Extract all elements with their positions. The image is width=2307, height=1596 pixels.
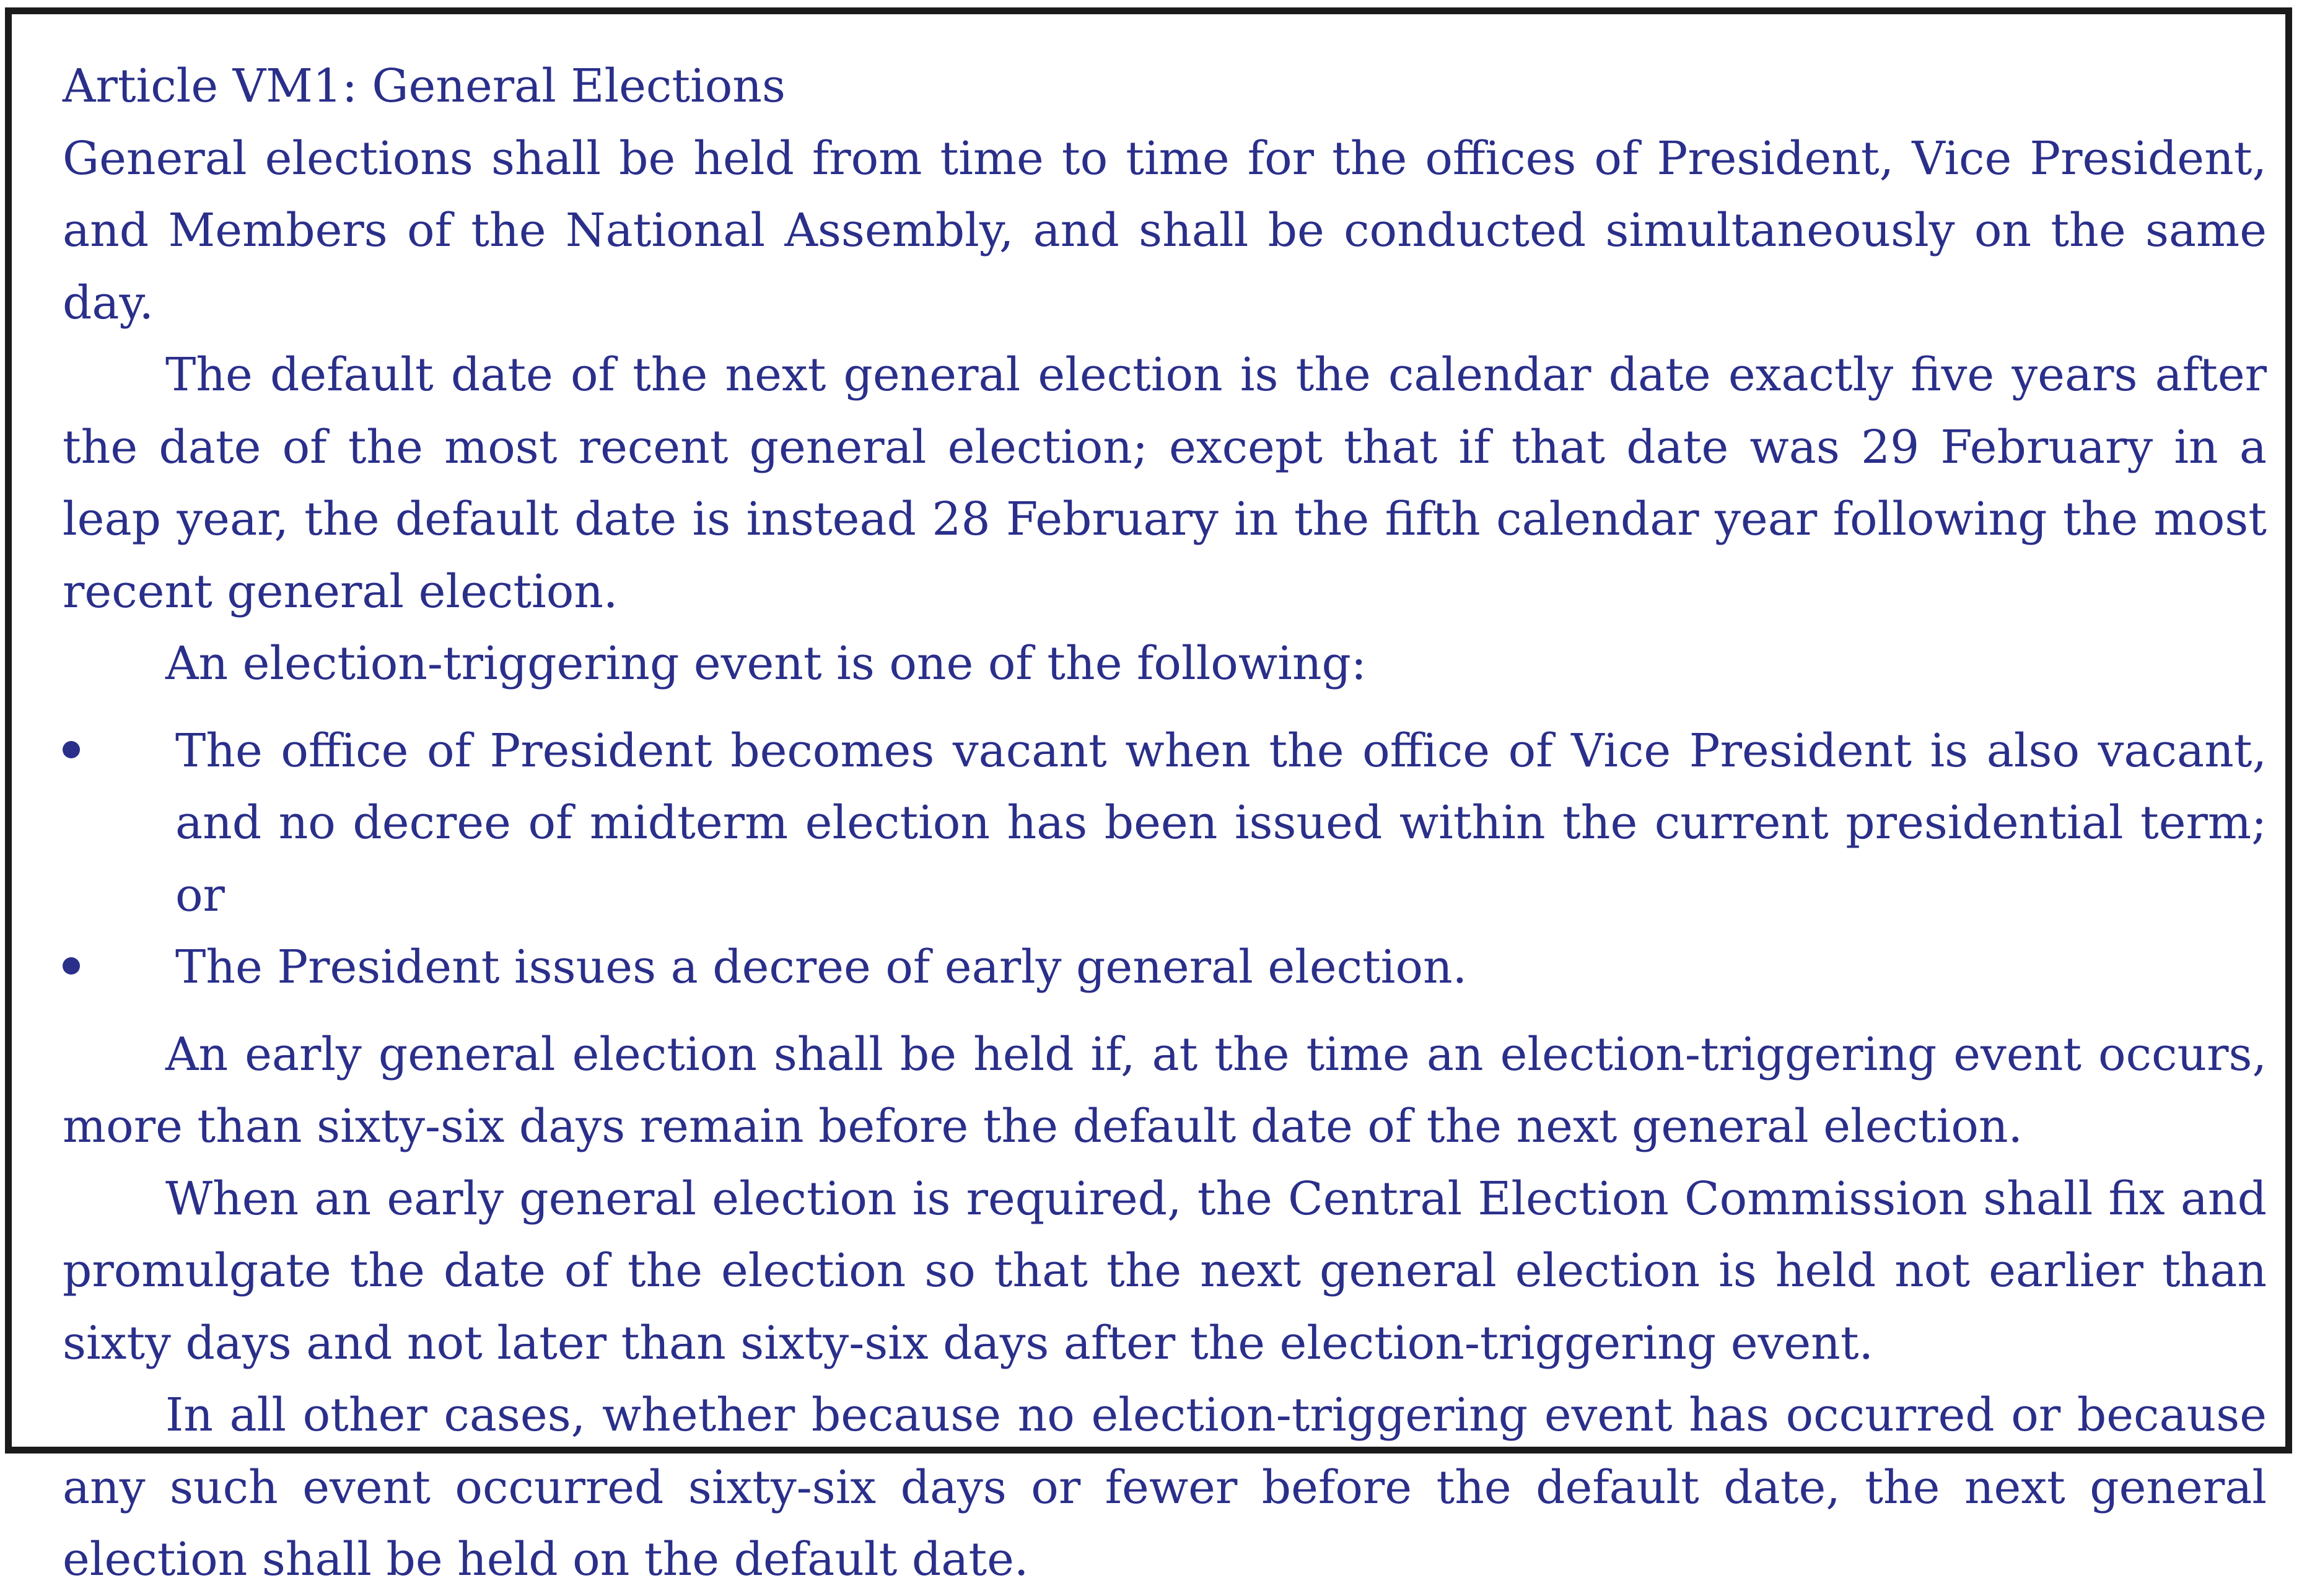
paragraph-commission: When an early general election is required, the Central Election Commission shall fix and promulgate the date of the election so that the next general election is held not earlier than sixty days and not later than sixty-six days after the election-triggering event. bbox=[63, 1172, 2267, 1370]
list-item bbox=[63, 931, 2267, 1004]
article-frame bbox=[5, 7, 2292, 1586]
paragraph-other-cases: In all other cases, whether because no election-triggering event has occurred or because any such event occurred sixty-six days or fewer before the default date, the next general election shall be held on the default date. bbox=[63, 1388, 2267, 1586]
paragraph-default-date: The default date of the next general election is the calendar date exactly five years after the date of the most recent general election; except that if that date was 29 February in a leap year, the default date is instead 28 February in the fifth calendar year following the most recent general election. bbox=[63, 348, 2267, 618]
paragraph-intro: General elections shall be held from time to time for the offices of President, Vice President, and Members of the National Assembly, and shall be conducted simultaneously on the same day. bbox=[63, 131, 2267, 330]
list-item-text: The President issues a decree of early general election. bbox=[175, 940, 1468, 994]
trigger-event-list bbox=[63, 715, 2267, 1004]
article-body bbox=[63, 50, 2267, 1596]
list-item-text: The office of President becomes vacant when the office of Vice President is also vacant, and no decree of midterm election has been issued within the current presidential term; or bbox=[175, 724, 2267, 922]
paragraph-trigger-intro: An election-triggering event is one of the following: bbox=[165, 637, 1367, 690]
paragraph-early-election: An early general election shall be held if, at the time an election-triggering event occurs, more than sixty-six days remain before the default date of the next general election. bbox=[63, 1027, 2267, 1153]
bullet-icon bbox=[63, 957, 80, 975]
bullet-icon bbox=[63, 741, 80, 758]
article-title: Article VM1: General Elections bbox=[63, 59, 786, 113]
list-item bbox=[63, 715, 2267, 932]
